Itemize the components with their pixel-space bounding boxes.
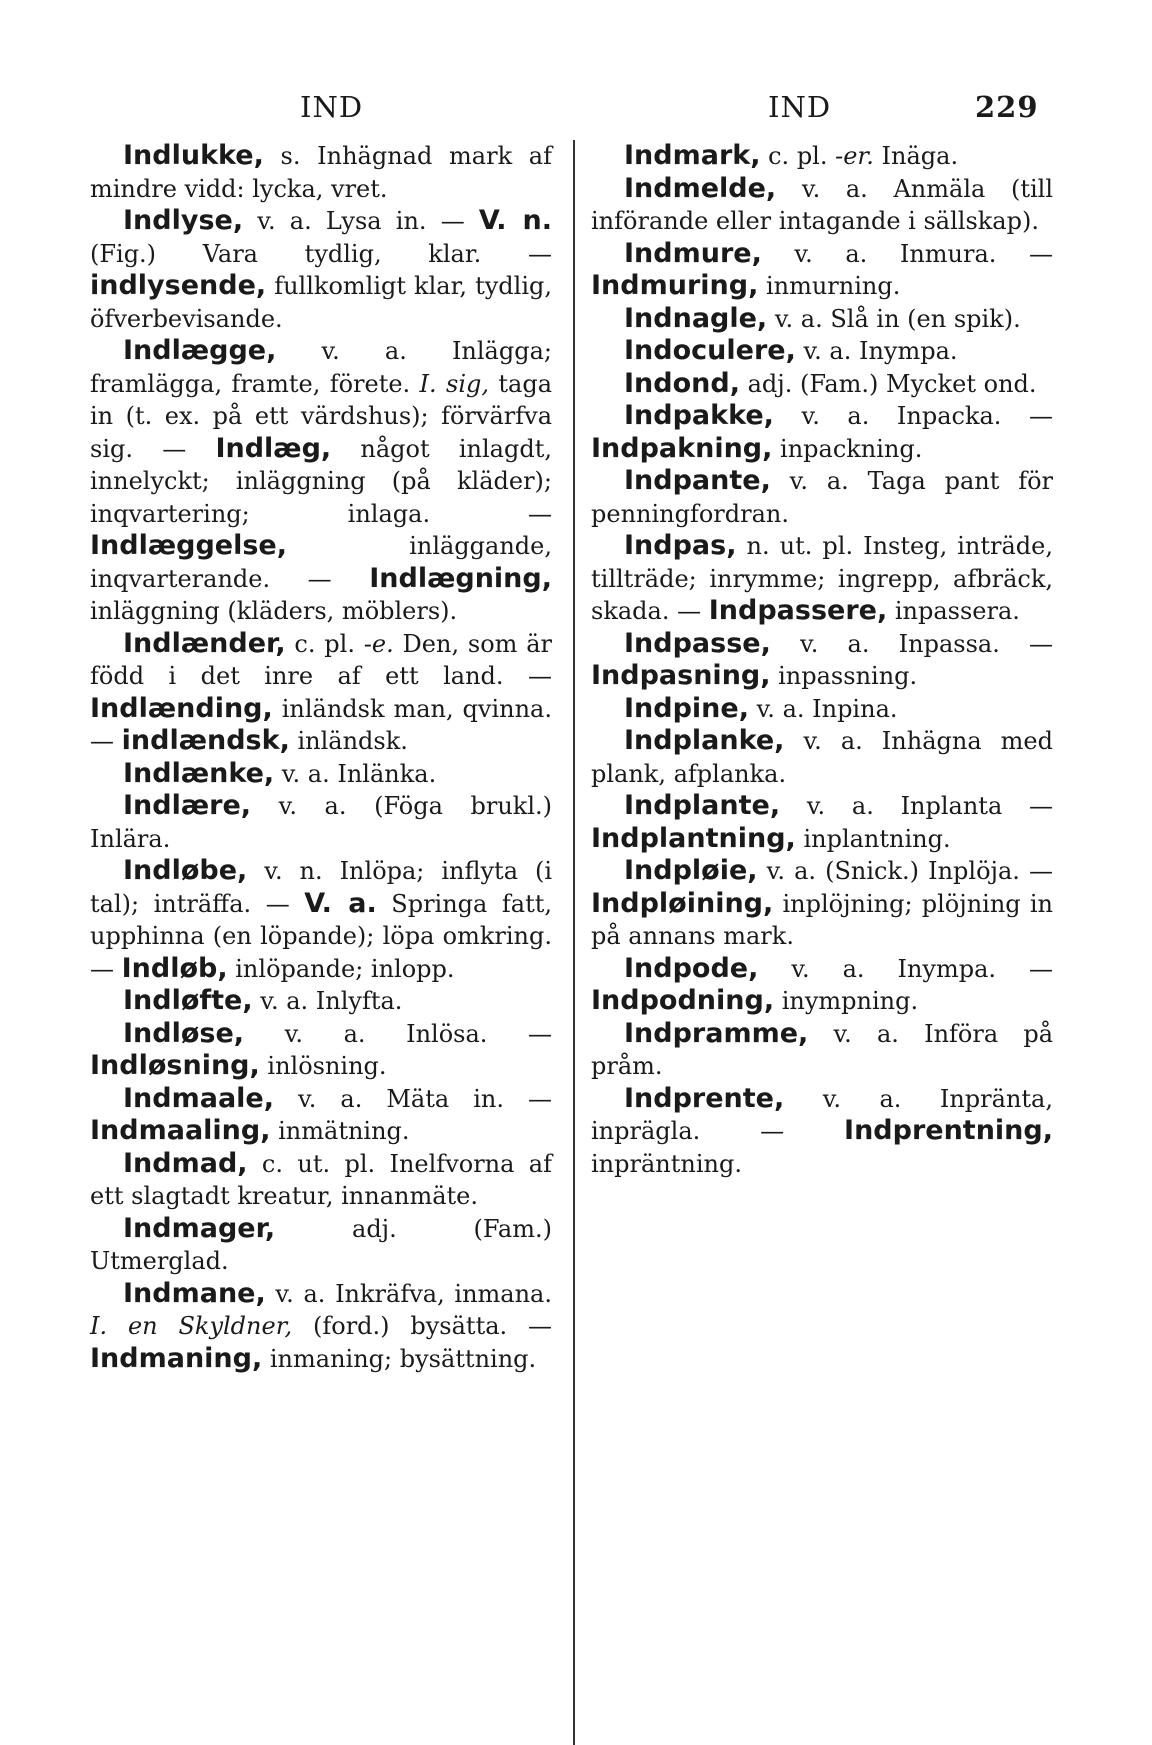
definition-text: inländsk. bbox=[289, 727, 408, 755]
dictionary-entry bbox=[591, 790, 1053, 855]
definition-text: v. a. Lysa in. — bbox=[243, 207, 479, 235]
definition-text: v. a. Slå in (en spik). bbox=[767, 304, 1021, 333]
dictionary-entry bbox=[591, 1018, 1053, 1083]
dictionary-entry bbox=[591, 140, 1053, 173]
definition-text: v. a. Mäta in. — bbox=[274, 1084, 552, 1113]
definition-text: inpassera. bbox=[887, 597, 1020, 625]
definition-text: Den, som är född i det inre af ett land. — bbox=[90, 629, 552, 690]
dictionary-entry bbox=[90, 758, 552, 791]
definition-text: inläggning (kläders, möblers). bbox=[90, 597, 458, 625]
running-head-left: IND bbox=[300, 90, 364, 124]
definition-text: något inlagdt, innelyckt; inläggning (på kläder); inqvartering; inlaga. — bbox=[90, 434, 552, 528]
definition-text: v. a. Inpränta, inprägla. — bbox=[591, 1084, 1053, 1145]
headword: Indmager, bbox=[123, 1212, 276, 1244]
headword: Indmane, bbox=[123, 1277, 266, 1309]
definition-text: v. a. Inlösa. — bbox=[244, 1019, 552, 1048]
headword: indlysende, bbox=[90, 270, 267, 301]
dictionary-entry bbox=[90, 1213, 552, 1278]
headword: Indløse, bbox=[123, 1017, 245, 1049]
running-head-right: IND bbox=[768, 90, 832, 124]
definition-text: c. pl. bbox=[285, 629, 364, 658]
headword: Indlænke, bbox=[123, 757, 275, 789]
page-number: 229 bbox=[975, 90, 1039, 124]
headword: Indløsning, bbox=[90, 1050, 260, 1081]
headword: Indpante, bbox=[624, 465, 771, 496]
right-column bbox=[591, 140, 1053, 1180]
definition-text: v. a. (Snick.) Inplöja. — bbox=[757, 857, 1053, 885]
headword: Indpakning, bbox=[591, 432, 773, 464]
headword: Indmuring, bbox=[591, 270, 759, 301]
headword: Indplante, bbox=[624, 790, 781, 821]
dictionary-entry bbox=[591, 400, 1053, 465]
dictionary-entry bbox=[90, 335, 552, 628]
definition-text: v. a. Inpassa. — bbox=[770, 629, 1053, 658]
dictionary-entry bbox=[591, 303, 1053, 336]
dictionary-entry bbox=[591, 465, 1053, 530]
headword: Indmaaling, bbox=[90, 1115, 271, 1146]
definition-text: fullkomligt klar, tydlig, öfverbevisande. bbox=[90, 272, 552, 333]
headword: Indlæg, bbox=[215, 432, 332, 464]
definition-text: inländsk man, qvinna. — bbox=[90, 694, 552, 755]
dictionary-entry bbox=[90, 1018, 552, 1083]
headword: Indmaale, bbox=[123, 1082, 274, 1114]
definition-text: inmaning; bysättning. bbox=[262, 1344, 537, 1373]
dictionary-entry bbox=[591, 368, 1053, 401]
headword: Indpløining, bbox=[591, 887, 774, 919]
definition-text: v. a. Inlyfta. bbox=[252, 987, 403, 1015]
definition-text: v. n. Inlöpa; inflyta (i tal); inträffa. — bbox=[90, 857, 552, 918]
dictionary-entry bbox=[90, 985, 552, 1018]
headword: Indløbe, bbox=[123, 855, 248, 886]
definition-text: inläggande, inqvarterande. — bbox=[90, 532, 552, 593]
dictionary-entry bbox=[90, 140, 552, 205]
definition-text: inmurning. bbox=[758, 272, 901, 300]
column-divider bbox=[573, 140, 575, 1745]
definition-text: Inäga. bbox=[873, 142, 959, 170]
definition-text: v. a. Inpina. bbox=[748, 694, 898, 723]
italic-text: -er. bbox=[835, 142, 874, 170]
definition-text: inympning. bbox=[774, 987, 919, 1015]
headword: Indlænder, bbox=[123, 627, 286, 659]
definition-text: (ford.) bysätta. — bbox=[292, 1312, 553, 1340]
definition-text: s. Inhägnad mark af mindre vidd: lycka, vret. bbox=[90, 142, 552, 203]
definition-text: inpackning. bbox=[772, 434, 923, 463]
headword: Indmelde, bbox=[624, 172, 777, 204]
definition-text: v. a. Inympa. — bbox=[758, 954, 1053, 983]
dictionary-entry bbox=[591, 628, 1053, 693]
definition-text: v. a. Inplanta — bbox=[780, 792, 1053, 820]
dictionary-entry bbox=[591, 693, 1053, 726]
headword: Indløfte, bbox=[123, 985, 253, 1016]
definition-text: Springa fatt, upphinna (en löpande); löpa omkring. — bbox=[90, 889, 552, 983]
headword: Indpløie, bbox=[624, 855, 758, 886]
headword: Indpas, bbox=[624, 530, 737, 561]
headword: Indlægge, bbox=[123, 335, 277, 366]
headword: Indond, bbox=[624, 367, 740, 399]
left-column bbox=[90, 140, 552, 1375]
definition-text: v. a. Anmäla (till införande eller intagande i sällskap). bbox=[591, 174, 1053, 235]
definition-text: inlöpande; inlopp. bbox=[227, 954, 455, 983]
definition-text: adj. (Fam.) Mycket ond. bbox=[739, 369, 1037, 398]
dictionary-entry bbox=[591, 953, 1053, 1018]
headword: V. a. bbox=[304, 887, 377, 919]
definition-text: c. pl. bbox=[760, 142, 836, 170]
headword: Indplantning, bbox=[591, 822, 796, 854]
definition-text: v. a. (Föga brukl.) Inlära. bbox=[90, 792, 552, 853]
headword: Indpasning, bbox=[591, 660, 771, 691]
headword: Indpasse, bbox=[624, 627, 771, 659]
dictionary-entry bbox=[591, 238, 1053, 303]
dictionary-entry bbox=[90, 1083, 552, 1148]
headword: Indmark, bbox=[624, 140, 761, 171]
headword: Indpassere, bbox=[708, 595, 888, 626]
dictionary-entry bbox=[90, 1278, 552, 1376]
headword: Indpodning, bbox=[591, 985, 775, 1016]
definition-text: v. a. Inkräfva, inmana. bbox=[265, 1279, 552, 1308]
headword: Indprentning, bbox=[844, 1115, 1053, 1146]
italic-text: I. en Skyldner, bbox=[90, 1312, 293, 1340]
headword: Indløb, bbox=[121, 952, 228, 984]
dictionary-entry bbox=[90, 205, 552, 335]
definition-text: inpassning. bbox=[770, 662, 918, 690]
definition-text: inlösning. bbox=[259, 1052, 387, 1080]
dictionary-entry bbox=[90, 628, 552, 758]
dictionary-entry bbox=[90, 790, 552, 855]
headword: Indlægning, bbox=[369, 562, 552, 594]
definition-text: taga in (t. ex. på ett värdshus); förvärfva sig. — bbox=[90, 369, 553, 463]
headword: Indplanke, bbox=[624, 725, 785, 756]
definition-text: inmätning. bbox=[270, 1117, 410, 1145]
headword: Indpramme, bbox=[624, 1017, 809, 1049]
definition-text: v. a. Inpacka. — bbox=[773, 402, 1053, 430]
definition-text: c. ut. pl. Inelfvorna af ett slagtadt kreatur, innanmäte. bbox=[90, 1149, 552, 1210]
dictionary-entry bbox=[90, 855, 552, 985]
dictionary-entry bbox=[591, 530, 1053, 628]
definition-text: n. ut. pl. Insteg, inträde, tillträde; inrymme; ingrepp, afbräck, skada. — bbox=[591, 532, 1053, 625]
headword: V. n. bbox=[478, 205, 552, 236]
headword: Indlære, bbox=[123, 790, 252, 821]
headword: indlændsk, bbox=[121, 725, 290, 756]
dictionary-entry bbox=[591, 855, 1053, 953]
headword: Indmaning, bbox=[90, 1342, 263, 1374]
headword: Indlyse, bbox=[123, 205, 244, 236]
definition-text: v. a. Taga pant för penningfordran. bbox=[591, 467, 1053, 528]
headword: Indmad, bbox=[123, 1147, 248, 1179]
definition-text: v. a. Införa på pråm. bbox=[591, 1019, 1053, 1080]
italic-text: -e. bbox=[363, 629, 394, 658]
headword: Indnagle, bbox=[624, 302, 768, 334]
headword: Indmure, bbox=[624, 237, 762, 269]
definition-text: adj. (Fam.) Utmerglad. bbox=[90, 1214, 552, 1275]
definition-text: v. a. Inympa. bbox=[795, 337, 958, 365]
italic-text: I. sig, bbox=[419, 369, 490, 398]
definition-text: v. a. Inlägga; framlägga, framte, förete. bbox=[90, 337, 552, 398]
definition-text: inplöjning; plöjning in på annans mark. bbox=[591, 889, 1053, 950]
dictionary-entry bbox=[591, 1083, 1053, 1181]
headword: Indoculere, bbox=[624, 335, 796, 366]
definition-text: v. a. Inlänka. bbox=[274, 759, 437, 788]
headword: Indlæggelse, bbox=[90, 530, 288, 561]
headword: Indlænding, bbox=[90, 692, 273, 724]
dictionary-entry bbox=[591, 335, 1053, 368]
definition-text: inplantning. bbox=[795, 824, 951, 853]
headword: Indprente, bbox=[624, 1082, 785, 1114]
dictionary-entry bbox=[90, 1148, 552, 1213]
definition-text: v. a. Inmura. — bbox=[761, 239, 1053, 268]
dictionary-entry bbox=[591, 173, 1053, 238]
headword: Indpakke, bbox=[624, 400, 774, 431]
headword: Indpine, bbox=[624, 692, 749, 724]
definition-text: v. a. Inhägna med plank, afplanka. bbox=[591, 727, 1053, 788]
headword: Indlukke, bbox=[123, 140, 264, 171]
definition-text: inpräntning. bbox=[591, 1149, 742, 1178]
dictionary-entry bbox=[591, 725, 1053, 790]
headword: Indpode, bbox=[624, 952, 759, 984]
definition-text: (Fig.) Vara tydlig, klar. — bbox=[90, 239, 552, 268]
